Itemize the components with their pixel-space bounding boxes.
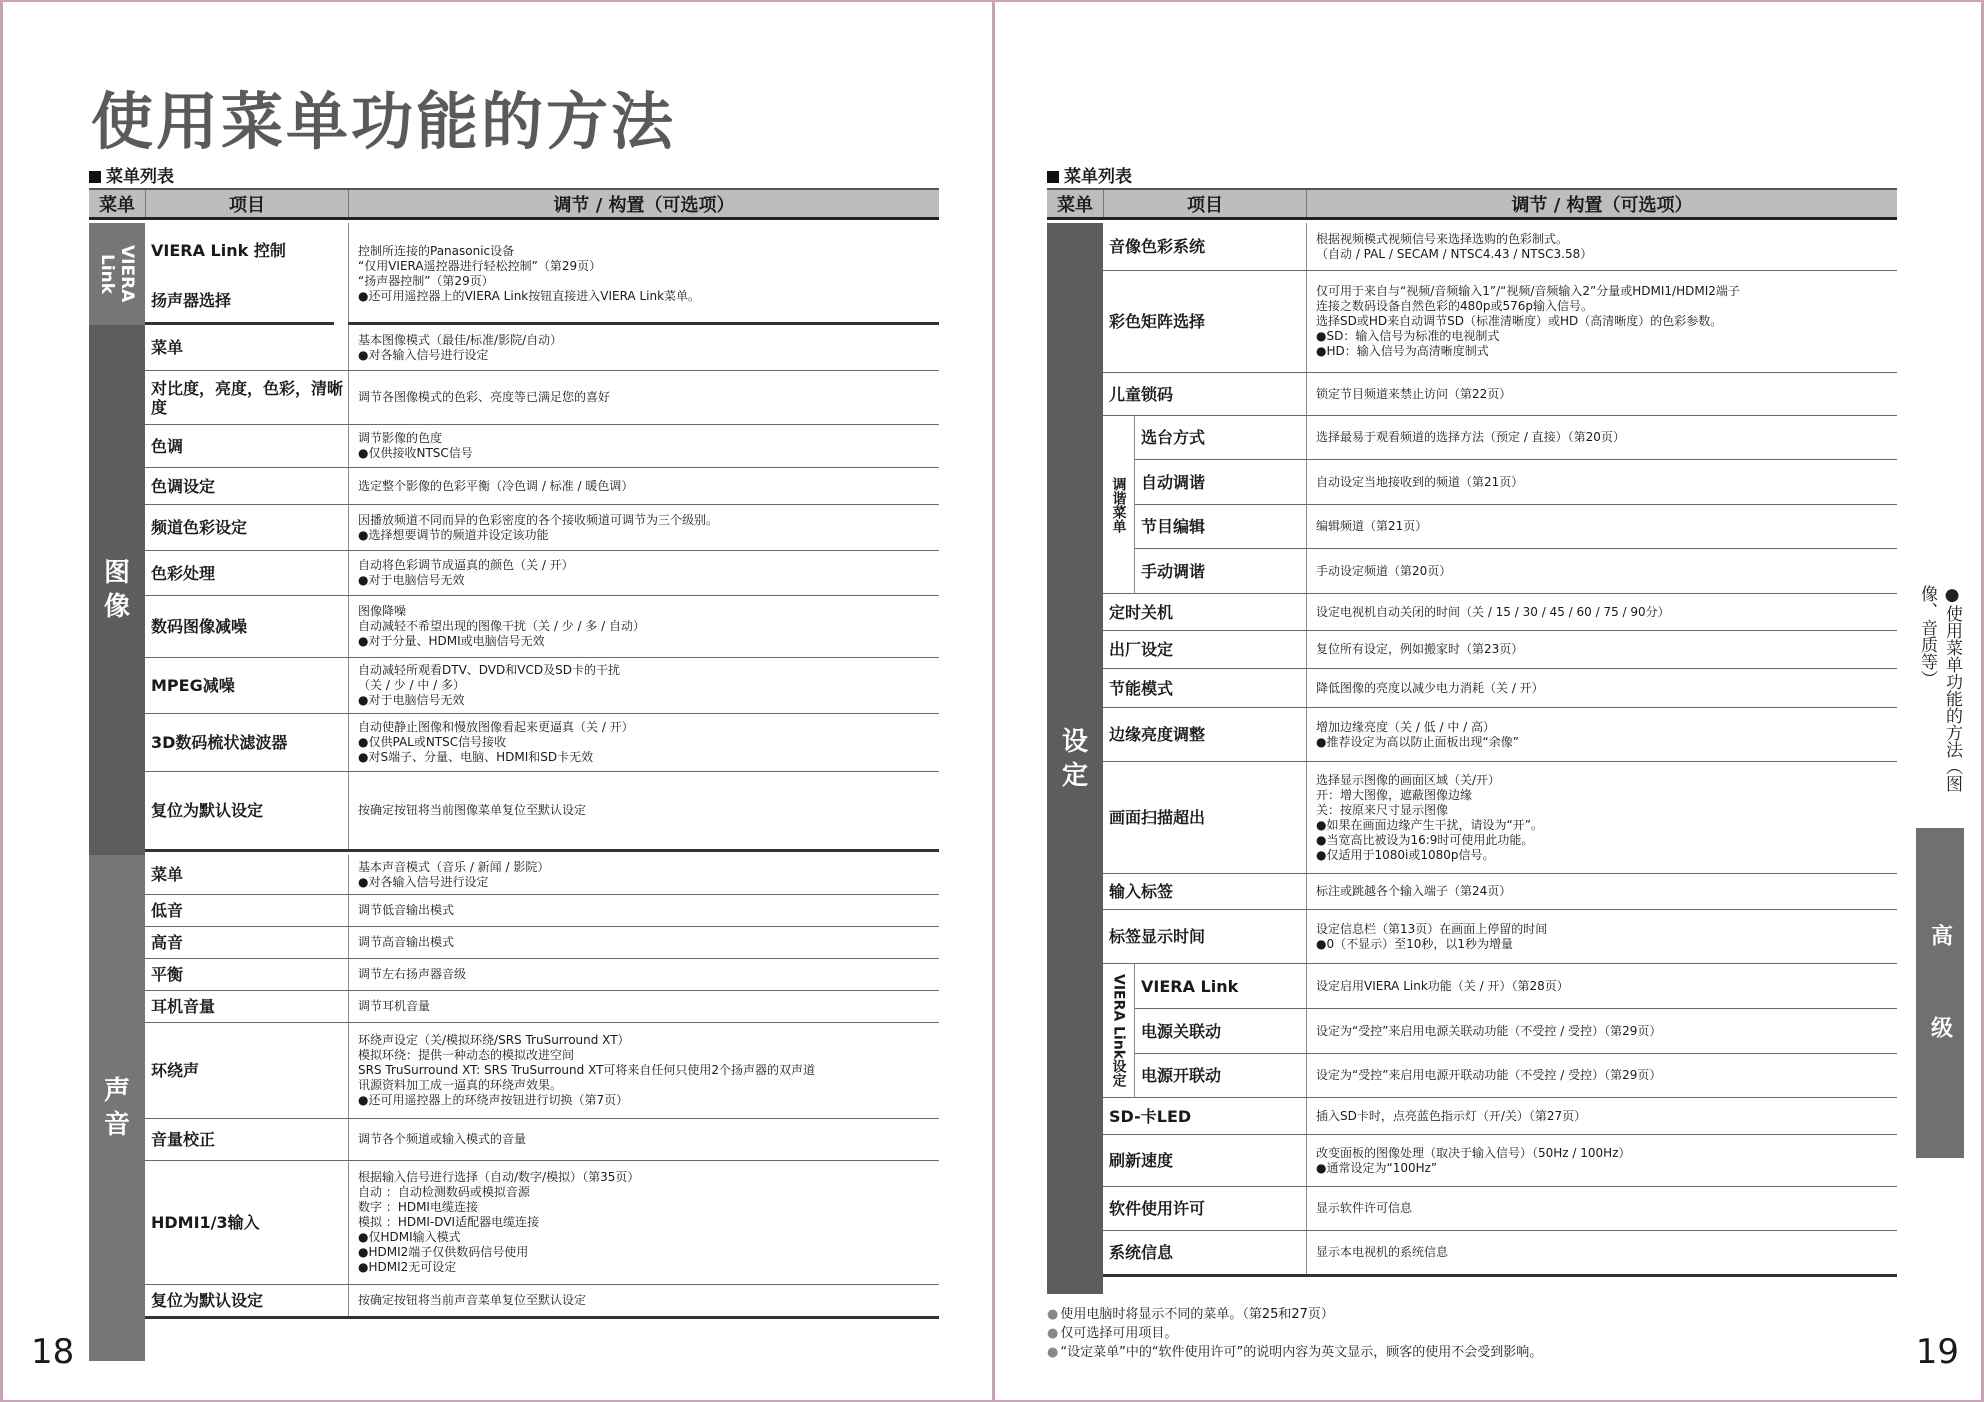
menu-item-description: 复位所有设定，例如搬家时（第23页） <box>1306 631 1897 668</box>
header-item: 项目 <box>145 190 348 217</box>
menu-item-description: 标注或跳越各个输入端子（第24页） <box>1306 874 1897 909</box>
menu-item-description: 调节各个频道或输入模式的音量 <box>348 1119 939 1160</box>
sub-group-tuning: 调谐菜单 <box>1103 416 1135 594</box>
menu-item-description: 根据视频模式视频信号来选择选购的色彩制式。 （自动 / PAL / SECAM / NTSC4.43 / NTSC3.58） <box>1306 223 1897 270</box>
menu-row <box>1135 549 1897 594</box>
menu-item-label: 刷新速度 <box>1109 1151 1174 1170</box>
menu-row <box>1103 223 1897 271</box>
menu-row <box>145 551 939 596</box>
menu-item-description: 因播放频道不同而异的色彩密度的各个接收频道可调节为三个级别。 ●选择想要调节的频道并设定该功能 <box>348 505 939 550</box>
menu-item-label: 彩色矩阵选择 <box>1109 312 1206 331</box>
menu-item-label: 频道色彩设定 <box>151 518 248 537</box>
menu-row <box>145 959 939 991</box>
menu-item-description: 按确定按钮将当前声音菜单复位至默认设定 <box>348 1285 939 1316</box>
menu-row <box>1103 373 1897 416</box>
menu-item-description: 设定为“受控”来启用电源关联动功能（不受控 / 受控）（第29页） <box>1306 1009 1897 1053</box>
menu-row <box>145 772 939 852</box>
menu-item-label: 菜单 <box>151 865 184 884</box>
menu-item-description: 改变面板的图像处理（取决于输入信号）（50Hz / 100Hz） ●通常设定为“100Hz” <box>1306 1135 1897 1186</box>
menu-item-label: 音量校正 <box>151 1130 216 1149</box>
menu-item-label: 环绕声 <box>151 1061 200 1080</box>
menu-item-description: 设定信息栏（第13页）在画面上停留的时间 ●0（不显示）至10秒，以1秒为增量 <box>1306 910 1897 963</box>
menu-item-description: 调节影像的色度 ●仅供接收NTSC信号 <box>348 425 939 467</box>
menu-item-description: 设定启用VIERA Link功能（关 / 开）（第28页） <box>1306 964 1897 1008</box>
menu-item-label: 菜单 <box>151 338 184 357</box>
menu-item-label: 自动调谐 <box>1141 472 1206 492</box>
menu-item-description: 自动减轻所观看DTV、DVD和VCD及SD卡的干扰 （关 / 少 / 中 / 多） ●对于电脑信号无效 <box>348 658 939 713</box>
menu-row <box>1135 505 1897 549</box>
menu-row <box>1103 1098 1897 1135</box>
table-header <box>1047 188 1897 220</box>
header-menu: 菜单 <box>99 194 135 216</box>
menu-row <box>145 1161 939 1285</box>
menu-row <box>145 658 939 714</box>
menu-item-description: 调节耳机音量 <box>348 991 939 1022</box>
menu-row <box>1135 1009 1897 1054</box>
page-number: 19 <box>1915 1332 1959 1372</box>
menu-item-description: 选定整个影像的色彩平衡（冷色调 / 标准 / 暖色调） <box>348 468 939 504</box>
menu-row <box>145 425 939 468</box>
menu-item-description: 环绕声设定（关/模拟环绕/SRS TruSurround XT） 模拟环绕：提供一种动态的模拟改进空间 SRS TruSurround XT: SRS TruSurround XT可将来自任何只使用2个扬声器的双声道 讯源资料加工成一逼真的环绕声效果。 ●还可用遥控器上的环绕声按钮进行切换（第7页） <box>348 1023 939 1118</box>
menu-item-description: 控制所连接的Panasonic设备 “仅用VIERA遥控器进行轻松控制”（第29页） “扬声器控制”（第29页） ●还可用遥控器上的VIERA Link按钮直接进入VIERA Link菜单。 <box>348 223 939 325</box>
section-heading: 菜单列表 <box>89 162 174 187</box>
menu-item-description: 显示本电视机的系统信息 <box>1306 1231 1897 1274</box>
menu-row <box>1103 762 1897 874</box>
menu-item-label: MPEG减噪 <box>151 676 235 695</box>
menu-item-description: 锁定节目频道来禁止访问（第22页） <box>1306 373 1897 415</box>
menu-row <box>1103 1231 1897 1277</box>
menu-item-description: 调节低音输出模式 <box>348 895 939 926</box>
menu-item-description: 基本图像模式（最佳/标准/影院/自动） ●对各输入信号进行设定 <box>348 325 939 370</box>
menu-item-label: 平衡 <box>151 965 184 984</box>
side-section-label: ●使用菜单功能的方法（图像、音质等） <box>1917 585 1962 792</box>
menu-row <box>1135 964 1897 1009</box>
menu-row <box>145 596 939 658</box>
menu-item-description: 编辑频道（第21页） <box>1306 505 1897 548</box>
header-desc: 调节 / 构置（可选项） <box>348 190 939 217</box>
sub-group-viera-link: VIERA Link设定 <box>1103 964 1135 1098</box>
menu-row <box>1103 910 1897 964</box>
menu-item-description: 设定为“受控”来启用电源开联动功能（不受控 / 受控）（第29页） <box>1306 1054 1897 1097</box>
page-number: 18 <box>31 1332 75 1372</box>
menu-row <box>1103 669 1897 708</box>
menu-item-description: 降低图像的亮度以减少电力消耗（关 / 开） <box>1306 669 1897 707</box>
section-heading: 菜单列表 <box>1047 162 1132 187</box>
menu-item-label: HDMI1/3输入 <box>151 1213 260 1232</box>
menu-item-label: 节目编辑 <box>1141 517 1206 536</box>
menu-row <box>145 991 939 1023</box>
menu-item-label: 复位为默认设定 <box>151 801 264 820</box>
menu-row <box>145 927 939 959</box>
header-item: 项目 <box>1103 190 1306 217</box>
menu-row <box>145 325 939 371</box>
menu-item-description: 手动设定频道（第20页） <box>1306 549 1897 593</box>
footnotes <box>1047 1305 1542 1362</box>
menu-item-label: 色彩处理 <box>151 563 216 583</box>
group-setup: 设定 <box>1047 223 1103 1294</box>
menu-item-label: 3D数码梳状滤波器 <box>151 733 288 752</box>
menu-item-label: 标签显示时间 <box>1109 927 1206 946</box>
menu-item-label: 边缘亮度调整 <box>1109 725 1206 744</box>
menu-row <box>145 714 939 772</box>
menu-row <box>1135 1054 1897 1098</box>
menu-row <box>145 895 939 927</box>
header-menu: 菜单 <box>1057 194 1093 216</box>
menu-row <box>1103 1135 1897 1187</box>
group-viera-link: VIERA Link <box>89 223 145 325</box>
menu-row <box>145 1285 939 1319</box>
menu-item-label: 电源关联动 <box>1141 1021 1222 1041</box>
menu-table-right <box>1047 188 1897 1294</box>
page-title: 使用菜单功能的方法 <box>91 85 677 158</box>
menu-item-label: 手动调谐 <box>1141 561 1206 581</box>
group-sound: 声音 <box>89 855 145 1361</box>
menu-row <box>1103 631 1897 669</box>
menu-item-label: 扬声器选择 <box>151 290 232 310</box>
menu-item-label: SD-卡LED <box>1109 1106 1192 1126</box>
menu-row <box>1135 416 1897 460</box>
menu-item-description: 自动将色彩调节成逼真的颜色（关 / 开） ●对于电脑信号无效 <box>348 551 939 595</box>
advanced-tab: 高 级 <box>1916 828 1964 1158</box>
menu-item-description: 增加边缘亮度（关 / 低 / 中 / 高） ●推荐设定为高以防止面板出现“余像” <box>1306 708 1897 761</box>
table-header <box>89 188 939 220</box>
menu-item-label: VIERA Link 控制 <box>151 241 286 260</box>
menu-row <box>145 468 939 505</box>
menu-item-label: 数码图像减噪 <box>151 617 248 636</box>
menu-item-label: 低音 <box>151 901 184 920</box>
menu-item-description: 调节左右扬声器音级 <box>348 959 939 990</box>
group-picture: 图像 <box>89 325 145 855</box>
footnote: ● “设定菜单”中的“软件使用许可”的说明内容为英文显示，顾客的使用不会受到影响。 <box>1047 1343 1542 1362</box>
menu-item-description: 显示软件许可信息 <box>1306 1187 1897 1230</box>
menu-item-label: 耳机音量 <box>151 997 216 1016</box>
menu-item-label: 电源开联动 <box>1141 1066 1222 1085</box>
menu-item-label: 系统信息 <box>1109 1243 1174 1262</box>
menu-item-description: 插入SD卡时，点亮蓝色指示灯（开/关）（第27页） <box>1306 1098 1897 1134</box>
menu-row <box>1103 874 1897 910</box>
menu-row <box>145 278 334 325</box>
menu-row <box>145 855 939 895</box>
menu-row <box>145 1119 939 1161</box>
menu-row <box>145 371 939 425</box>
menu-item-label: 画面扫描超出 <box>1109 808 1206 827</box>
menu-row <box>145 1023 939 1119</box>
menu-item-description: 自动使静止图像和慢放图像看起来更逼真（关 / 开） ●仅供PAL或NTSC信号接收 ●对S端子、分量、电脑、HDMI和SD卡无效 <box>348 714 939 771</box>
menu-table-left <box>89 188 939 1310</box>
menu-row <box>1135 460 1897 505</box>
menu-item-description: 仅可用于来自与“视频/音频输入1”/“视频/音频输入2”分量或HDMI1/HDMI2端子 连接之数码设备自然色彩的480p或576p输入信号。 选择SD或HD来自动调节SD（标准清晰度）或HD（高清晰度）的色彩参数。 ●SD：输入信号为标准的电视制式 ●HD：输入信号为高清晰度制式 <box>1306 271 1897 372</box>
menu-item-description: 选择显示图像的画面区域（关/开） 开：增大图像，遮蔽图像边缘 关：按原来尺寸显示图像 ●如果在画面边缘产生干扰，请设为“开”。 ●当宽高比被设为16:9时可使用此功能。 ●仅适用于1080i或1080p信号。 <box>1306 762 1897 873</box>
menu-item-label: 输入标签 <box>1109 882 1174 901</box>
menu-item-description: 基本声音模式（音乐 / 新闻 / 影院） ●对各输入信号进行设定 <box>348 855 939 894</box>
menu-item-description: 图像降噪 自动减轻不希望出现的图像干扰（关 / 少 / 多 / 自动） ●对于分量、HDMI或电脑信号无效 <box>348 596 939 657</box>
menu-item-label: 音像色彩系统 <box>1109 237 1206 256</box>
menu-item-description: 调节各图像模式的色彩、亮度等已满足您的喜好 <box>348 371 939 424</box>
menu-item-description: 调节高音输出模式 <box>348 927 939 958</box>
menu-item-description: 选择最易于观看频道的选择方法（预定 / 直接）（第20页） <box>1306 416 1897 459</box>
menu-item-label: 选台方式 <box>1141 428 1206 447</box>
menu-item-label: 对比度，亮度，色彩，清晰度 <box>151 378 344 417</box>
menu-item-label: 节能模式 <box>1109 678 1174 698</box>
menu-row <box>1103 1187 1897 1231</box>
menu-item-label: 色调 <box>151 436 184 456</box>
menu-row <box>1103 594 1897 631</box>
footnote: ● 仅可选择可用项目。 <box>1047 1324 1542 1343</box>
menu-item-description: 设定电视机自动关闭的时间（关 / 15 / 30 / 45 / 60 / 75 / 90分） <box>1306 594 1897 630</box>
menu-item-label: 出厂设定 <box>1109 640 1174 659</box>
menu-item-label: 儿童锁码 <box>1109 384 1174 404</box>
menu-item-label: VIERA Link <box>1141 976 1239 996</box>
menu-row <box>1103 708 1897 762</box>
menu-item-label: 定时关机 <box>1109 602 1174 622</box>
menu-item-description: 按确定按钮将当前图像菜单复位至默认设定 <box>348 772 939 849</box>
menu-item-description: 自动设定当地接收到的频道（第21页） <box>1306 460 1897 504</box>
menu-item-label: 软件使用许可 <box>1109 1199 1206 1218</box>
footnote: ● 使用电脑时将显示不同的菜单。（第25和27页） <box>1047 1305 1542 1324</box>
menu-item-label: 色调设定 <box>151 476 216 496</box>
menu-item-label: 复位为默认设定 <box>151 1291 264 1310</box>
menu-item-description: 根据输入信号进行选择（自动/数字/模拟）（第35页） 自动 ：自动检测数码或模拟音源 数字 ：HDMI电缆连接 模拟 ：HDMI-DVI适配器电缆连接 ●仅HDMI输入模式 ●HDMI2端子仅供数码信号使用 ●HDMI2无可设定 <box>348 1161 939 1284</box>
menu-item-label: 高音 <box>151 933 184 952</box>
header-desc: 调节 / 构置（可选项） <box>1306 190 1897 217</box>
menu-row <box>145 505 939 551</box>
menu-row <box>1103 271 1897 373</box>
right-page <box>992 0 1984 1402</box>
